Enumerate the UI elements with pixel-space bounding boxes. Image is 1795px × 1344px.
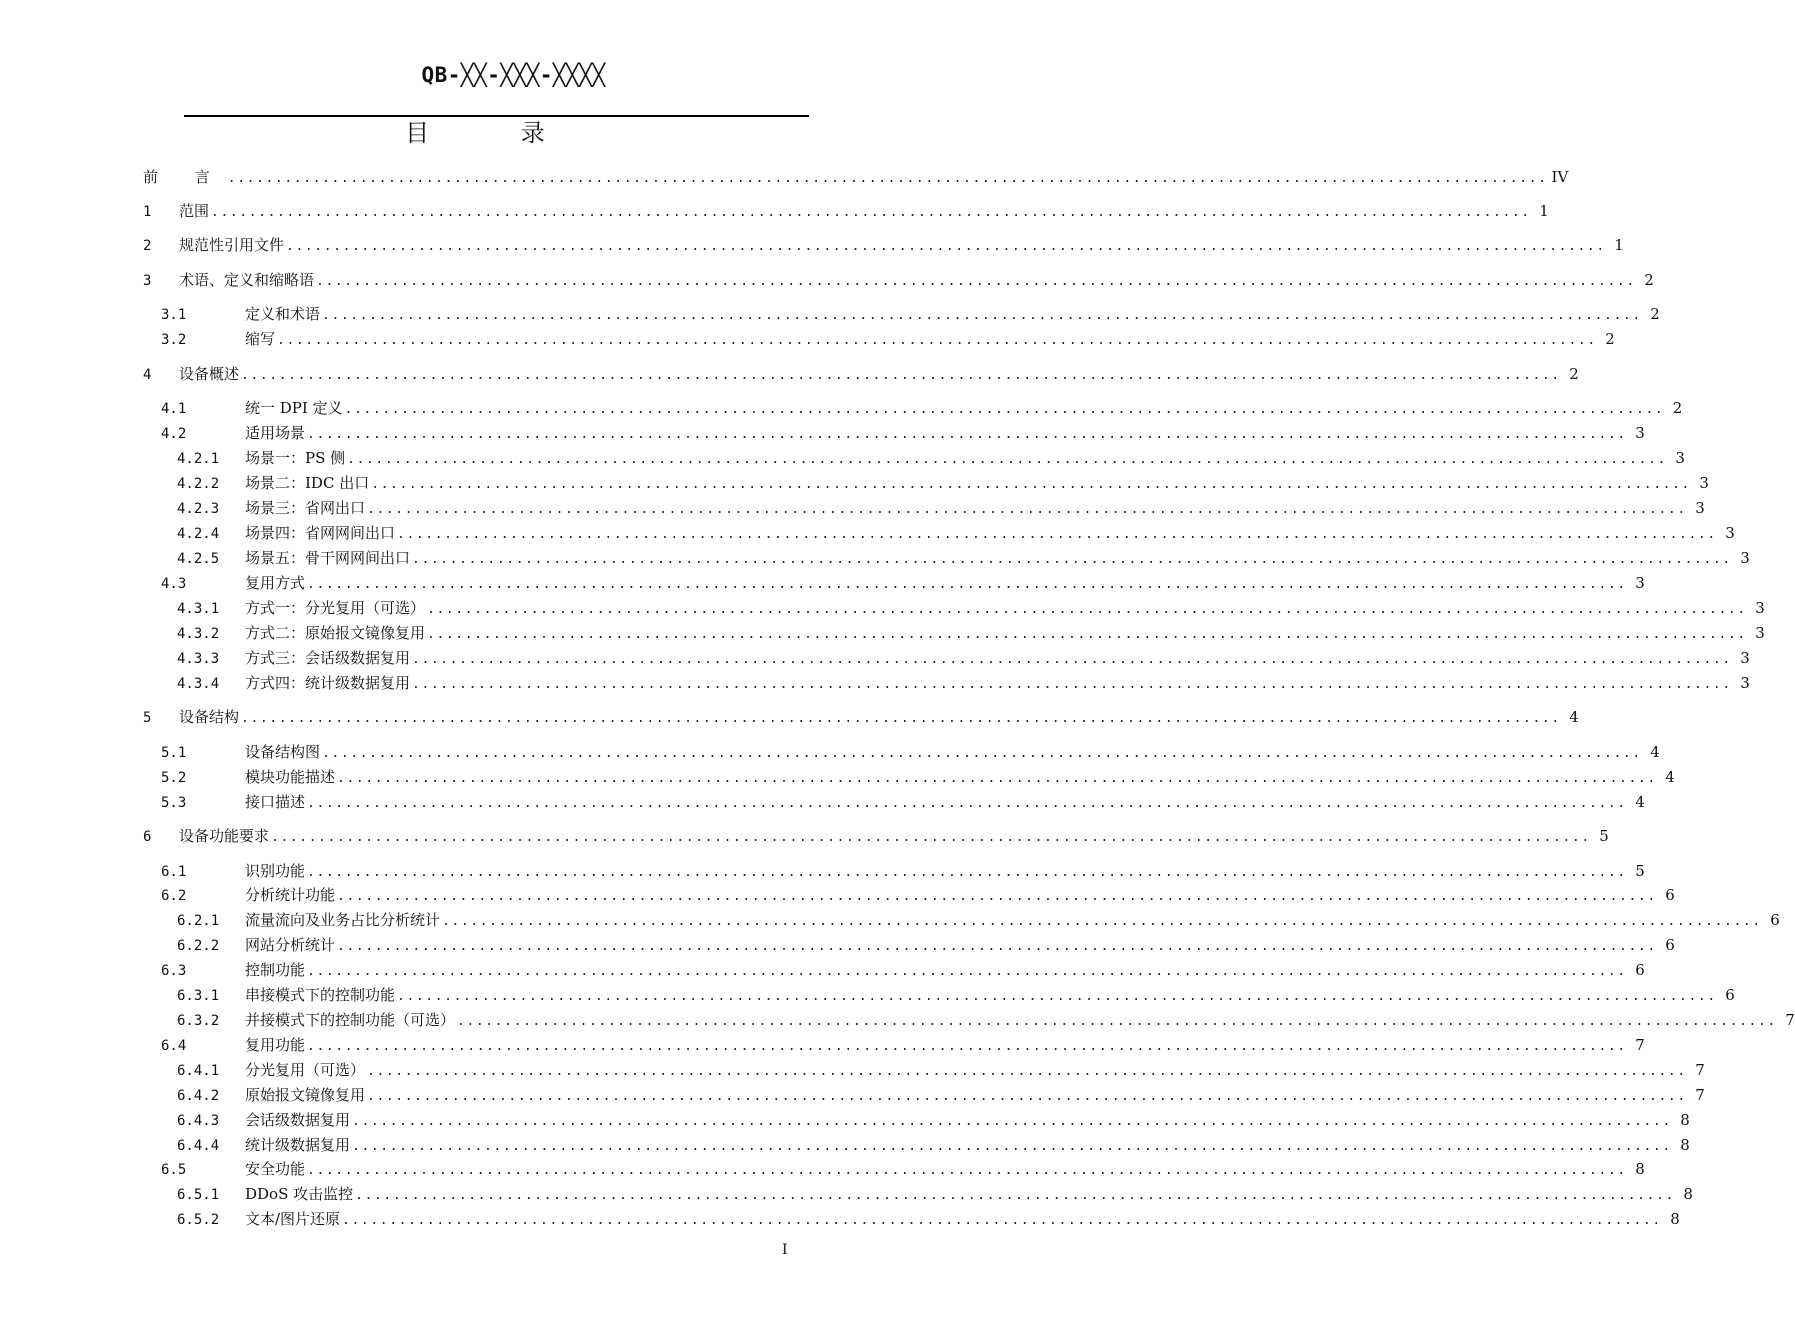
toc-leader-dots: ............................................................................................................................................: [352, 1139, 1672, 1154]
toc-entry[interactable]: [143, 1083, 1705, 1107]
toc-entry-title: 安全功能: [245, 1160, 306, 1178]
toc-leader-dots: ............................................................................................................................................: [337, 771, 1657, 786]
toc-leader-dots: ............................................................................................................................................: [367, 1064, 1687, 1079]
toc-entry-title: 定义和术语: [245, 305, 321, 323]
toc-entry[interactable]: [143, 233, 1624, 257]
toc-entry-number: 6.3.1: [177, 988, 220, 1004]
toc-entry[interactable]: [143, 268, 1654, 292]
toc-entry[interactable]: [143, 1157, 1645, 1181]
toc-entry-number: 4.1: [161, 401, 187, 417]
toc-entry[interactable]: [143, 1008, 1795, 1032]
toc-entry-title: 场景五：骨干网网间出口: [245, 549, 411, 567]
toc-entry-page: 3: [1635, 424, 1645, 442]
toc-entry[interactable]: [143, 199, 1549, 223]
toc-leader-dots: ............................................................................................................................................: [412, 677, 1732, 692]
toc-entry-number: 4.2.3: [177, 501, 220, 517]
toc-leader-dots: ............................................................................................................................................: [442, 914, 1762, 929]
toc-entry-title: 规范性引用文件: [179, 236, 285, 254]
toc-entry-number: 4.2: [161, 426, 187, 442]
toc-entry-title: 方式一：分光复用（可选）: [245, 599, 426, 617]
toc-entry[interactable]: [143, 859, 1645, 883]
toc-leader-dots: ............................................................................................................................................: [397, 527, 1717, 542]
toc-entry[interactable]: [143, 790, 1645, 814]
toc-entry-page: 3: [1740, 549, 1750, 567]
toc-entry-page: 2: [1650, 305, 1660, 323]
toc-entry-number: 4.2.4: [177, 526, 220, 542]
toc-entry-page: 6: [1770, 911, 1780, 929]
toc-entry-number: 3.1: [161, 307, 187, 323]
toc-leader-dots: ............................................................................................................................................: [352, 1114, 1672, 1129]
toc-entry[interactable]: [143, 740, 1660, 764]
toc-entry-title: 场景三：省网出口: [245, 499, 366, 517]
toc-leader-dots: ............................................................................................................................................: [344, 402, 1665, 417]
toc-entry-page: 3: [1740, 649, 1750, 667]
toc-entry-page: 7: [1695, 1061, 1705, 1079]
toc-entry-number: 4.2.1: [177, 451, 220, 467]
toc-entry-number: 6.5.2: [177, 1212, 220, 1228]
toc-entry-page: 3: [1755, 599, 1765, 617]
toc-leader-dots: ............................................................................................................................................: [307, 865, 1627, 880]
toc-leader-dots: ............................................................................................................................................: [427, 602, 1747, 617]
toc-entry-page: 3: [1740, 674, 1750, 692]
toc-entry-number: 5.2: [161, 770, 187, 786]
toc-entry-title: 分析统计功能: [245, 886, 336, 904]
toc-entry[interactable]: [143, 883, 1675, 907]
toc-entry-page: 8: [1635, 1160, 1645, 1178]
toc-leader-dots: ............................................................................................................................................: [397, 989, 1717, 1004]
toc-entry-number: 6.2.1: [177, 913, 220, 929]
toc-entry-title: 适用场景: [245, 424, 306, 442]
toc-leader-dots: ............................................................................................................................................: [307, 1039, 1627, 1054]
toc-entry-title: 控制功能: [245, 961, 306, 979]
toc-entry-number: 2: [143, 238, 152, 254]
toc-entry-title: 设备结构图: [245, 743, 321, 761]
toc-entry-title: 场景一：PS 侧: [245, 449, 346, 467]
toc-leader-dots: ............................................................................................................................................: [342, 1213, 1662, 1228]
toc-entry-title: 设备功能要求: [179, 827, 270, 845]
toc-entry-number: 4.3.2: [177, 626, 220, 642]
toc-entry-number: 6.4.4: [177, 1138, 220, 1154]
toc-entry-title: 术语、定义和缩略语: [179, 271, 315, 289]
toc-entry-page: 5: [1635, 862, 1645, 880]
toc-entry-page: 7: [1695, 1086, 1705, 1104]
toc-entry-page: 6: [1725, 986, 1735, 1004]
toc-entry-page: 7: [1785, 1011, 1795, 1029]
toc-entry-title: 接口描述: [245, 793, 306, 811]
toc-leader-dots: ............................................................................................................................................: [457, 1014, 1777, 1029]
toc-entry-page: 7: [1635, 1036, 1645, 1054]
toc-entry-title: 统计级数据复用: [245, 1136, 351, 1154]
toc-entry-title: 设备概述: [179, 365, 240, 383]
toc-entry-title: 设备结构: [179, 708, 240, 726]
toc-entry-number: 5: [143, 710, 152, 726]
toc-entry-page: 6: [1665, 886, 1675, 904]
toc-entry-page: 8: [1683, 1185, 1693, 1203]
toc-entry-page: 4: [1569, 708, 1579, 726]
toc-entry-page: 2: [1569, 365, 1579, 383]
toc-leader-dots: ............................................................................................................................................: [241, 368, 1561, 383]
toc-entry-number: 4.3.3: [177, 651, 220, 667]
toc-entry-number: 5.1: [161, 745, 187, 761]
toc-entry[interactable]: [143, 546, 1750, 570]
toc-entry-number: 6.2: [161, 888, 187, 904]
toc-leader-dots: ............................................................................................................................................: [241, 711, 1561, 726]
toc-entry-number: 6.4: [161, 1038, 187, 1054]
toc-entry-title: 分光复用（可选）: [245, 1061, 366, 1079]
toc-entry-number: 6.1: [161, 864, 187, 880]
toc-leader-dots: ............................................................................................................................................: [307, 577, 1627, 592]
toc-entry-number: 5.3: [161, 795, 187, 811]
toc-entry[interactable]: [143, 446, 1685, 470]
toc-entry-page: 3: [1725, 524, 1735, 542]
toc-entry-page: 1: [1539, 202, 1549, 220]
toc-entry-page: 3: [1675, 449, 1685, 467]
toc-entry-title: 场景四：省网网间出口: [245, 524, 396, 542]
toc-entry-page: 6: [1665, 936, 1675, 954]
toc-entry-number: 前 言: [143, 168, 226, 186]
toc-entry-page: 5: [1599, 827, 1609, 845]
toc-entry[interactable]: [143, 824, 1609, 848]
toc-entry-title: 并接模式下的控制功能（可选）: [245, 1011, 456, 1029]
toc-entry[interactable]: [143, 302, 1660, 326]
toc-entry-number: 6.4.2: [177, 1088, 220, 1104]
toc-entry[interactable]: [143, 471, 1709, 495]
toc-entry[interactable]: [143, 621, 1765, 645]
toc-entry-title: 网站分析统计: [245, 936, 336, 954]
toc-entry-title: 流量流向及业务占比分析统计: [245, 911, 441, 929]
toc-entry-number: 6.2.2: [177, 938, 220, 954]
toc-entry-title: 复用功能: [245, 1036, 306, 1054]
toc-entry[interactable]: [143, 671, 1750, 695]
toc-entry[interactable]: [143, 1182, 1693, 1206]
toc-title: 目 录: [405, 119, 587, 147]
toc-entry-page: 4: [1665, 768, 1675, 786]
toc-entry-title: 范围: [179, 202, 210, 220]
toc-leader-dots: ............................................................................................................................................: [211, 205, 1531, 220]
toc-leader-dots: ............................................................................................................................................: [271, 830, 1591, 845]
document-code: QB-╳╳-╳╳╳-╳╳╳╳: [421, 63, 606, 87]
toc-entry-number: 6.3.2: [177, 1013, 220, 1029]
toc-entry-page: 2: [1605, 330, 1615, 348]
toc-leader-dots: ............................................................................................................................................: [427, 627, 1747, 642]
toc-entry[interactable]: [143, 983, 1735, 1007]
toc-entry-number: 6.3: [161, 963, 187, 979]
toc-leader-dots: ............................................................................................................................................: [371, 477, 1691, 492]
toc-entry-page: 1: [1614, 236, 1624, 254]
toc-entry-title: 原始报文镜像复用: [245, 1086, 366, 1104]
toc-entry-page: 8: [1680, 1136, 1690, 1154]
toc-entry[interactable]: [143, 1033, 1645, 1057]
toc-entry-page: IV: [1551, 168, 1569, 186]
toc-leader-dots: ............................................................................................................................................: [355, 1188, 1675, 1203]
toc-entry-page: 3: [1755, 624, 1765, 642]
toc-leader-dots: ............................................................................................................................................: [322, 308, 1642, 323]
toc-entry-number: 6.4.1: [177, 1063, 220, 1079]
toc-entry-title: 文本/图片还原: [245, 1210, 341, 1228]
toc-entry-number: 6.4.3: [177, 1113, 220, 1129]
toc-entry-number: 4.3.4: [177, 676, 220, 692]
toc-entry-title: 会话级数据复用: [245, 1111, 351, 1129]
toc-entry-number: 6.5: [161, 1162, 187, 1178]
toc-entry[interactable]: [143, 646, 1750, 670]
toc-leader-dots: ............................................................................................................................................: [227, 171, 1548, 186]
toc-entry-number: 4.2.2: [177, 476, 220, 492]
toc-leader-dots: ............................................................................................................................................: [367, 1089, 1687, 1104]
toc-leader-dots: ............................................................................................................................................: [286, 239, 1606, 254]
toc-entry-title: 方式三：会话级数据复用: [245, 649, 411, 667]
toc-entry[interactable]: [143, 327, 1615, 351]
toc-entry-title: 方式四：统计级数据复用: [245, 674, 411, 692]
toc-entry[interactable]: [143, 705, 1579, 729]
toc-entry-title: DDoS 攻击监控: [245, 1185, 354, 1203]
toc-leader-dots: ............................................................................................................................................: [322, 746, 1642, 761]
toc-entry-page: 4: [1650, 743, 1660, 761]
toc-leader-dots: ............................................................................................................................................: [412, 552, 1732, 567]
toc-entry[interactable]: [143, 496, 1705, 520]
toc-entry[interactable]: [143, 362, 1579, 386]
toc-leader-dots: ............................................................................................................................................: [307, 427, 1627, 442]
toc-entry-number: 3: [143, 273, 152, 289]
toc-entry[interactable]: [143, 1108, 1690, 1132]
toc-entry-title: 复用方式: [245, 574, 306, 592]
toc-leader-dots: ............................................................................................................................................: [347, 452, 1667, 467]
toc-entry-number: 6: [143, 829, 152, 845]
page-number: I: [782, 1242, 788, 1258]
toc-entry[interactable]: [143, 1058, 1705, 1082]
toc-leader-dots: ............................................................................................................................................: [337, 939, 1657, 954]
toc-leader-dots: ............................................................................................................................................: [307, 964, 1627, 979]
toc-leader-dots: ............................................................................................................................................: [316, 274, 1636, 289]
toc-entry-title: 方式二：原始报文镜像复用: [245, 624, 426, 642]
toc-entry-number: 6.5.1: [177, 1187, 220, 1203]
toc-entry-page: 3: [1699, 474, 1709, 492]
toc-entry[interactable]: [143, 1207, 1680, 1231]
toc-entry-page: 8: [1670, 1210, 1680, 1228]
toc-entry[interactable]: [143, 396, 1683, 420]
toc-leader-dots: ............................................................................................................................................: [307, 796, 1627, 811]
toc-entry-number: 4.3: [161, 576, 187, 592]
toc-entry[interactable]: [143, 1133, 1690, 1157]
toc-entry-title: 识别功能: [245, 862, 306, 880]
toc-entry-page: 3: [1695, 499, 1705, 517]
toc-entry-number: 1: [143, 204, 152, 220]
toc-entry-page: 2: [1672, 399, 1683, 417]
toc-entry-title: 场景二：IDC 出口: [245, 474, 370, 492]
toc-entry[interactable]: [143, 165, 1569, 189]
toc-entry-title: 缩写: [245, 330, 276, 348]
toc-entry[interactable]: [143, 571, 1645, 595]
toc-entry[interactable]: [143, 521, 1735, 545]
toc-leader-dots: ............................................................................................................................................: [367, 502, 1687, 517]
toc-entry-page: 2: [1644, 271, 1654, 289]
toc-entry[interactable]: [143, 908, 1780, 932]
toc-entry-page: 8: [1680, 1111, 1690, 1129]
toc-entry[interactable]: [143, 765, 1675, 789]
toc-entry[interactable]: [143, 421, 1645, 445]
toc-entry-title: 模块功能描述: [245, 768, 336, 786]
toc-entry-title: 串接模式下的控制功能: [245, 986, 396, 1004]
toc-entry-number: 3.2: [161, 332, 187, 348]
toc-entry-page: 3: [1635, 574, 1645, 592]
toc-entry-number: 4.3.1: [177, 601, 220, 617]
toc-entry-page: 4: [1635, 793, 1645, 811]
toc-leader-dots: ............................................................................................................................................: [412, 652, 1732, 667]
toc-entry-number: 4: [143, 367, 152, 383]
toc-entry-title: 统一 DPI 定义: [245, 399, 343, 417]
toc-leader-dots: ............................................................................................................................................: [337, 889, 1657, 904]
toc-entry[interactable]: [143, 596, 1765, 620]
toc-entry-page: 6: [1635, 961, 1645, 979]
toc-entry[interactable]: [143, 958, 1645, 982]
toc-leader-dots: ............................................................................................................................................: [307, 1163, 1627, 1178]
toc-entry-number: 4.2.5: [177, 551, 220, 567]
toc-leader-dots: ............................................................................................................................................: [277, 333, 1597, 348]
toc-entry[interactable]: [143, 933, 1675, 957]
